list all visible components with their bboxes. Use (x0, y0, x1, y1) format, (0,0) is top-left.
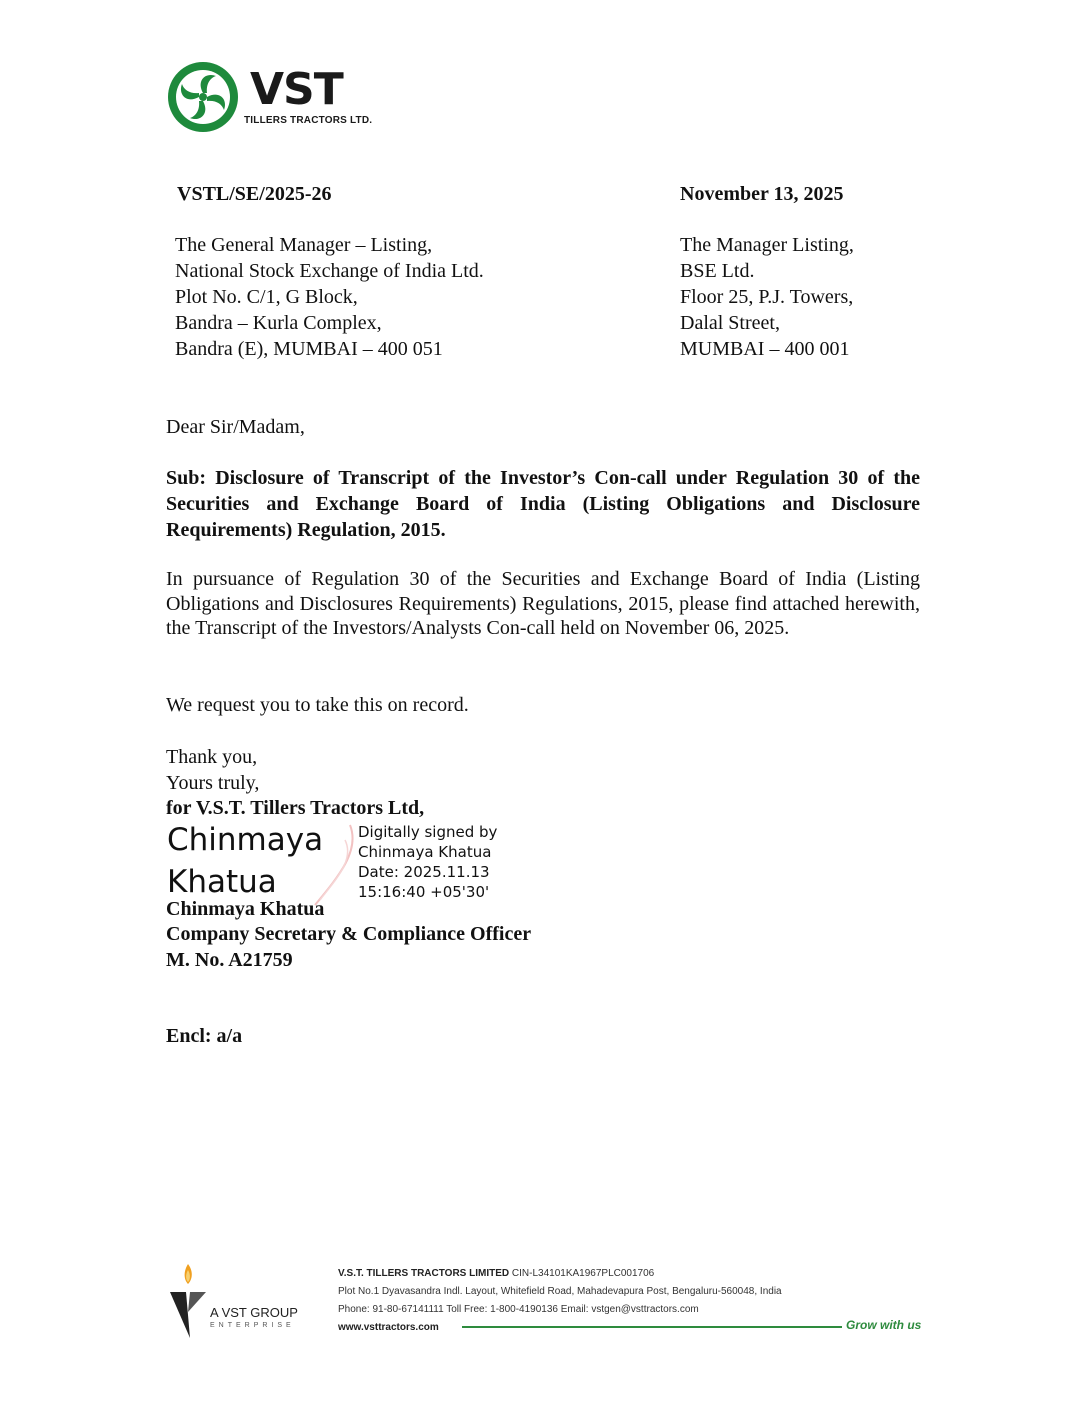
signature-metadata (358, 822, 497, 902)
subject-line: Sub: Disclosure of Transcript of the Investor’s Con-call under Regulation 30 of the Securities and Exchange Board of India (Listing Obligations and Disclosure Requirements) Regulation, 2015. (166, 467, 920, 541)
address-line: Bandra (E), MUMBAI – 400 051 (175, 338, 443, 360)
footer-tagline: Grow with us (846, 1318, 922, 1332)
letter-date: November 13, 2025 (680, 183, 844, 205)
signature-meta-line: Date: 2025.11.13 (358, 863, 490, 881)
address-line: The General Manager – Listing, (175, 234, 433, 256)
closing-company: for V.S.T. Tillers Tractors Ltd, (166, 797, 425, 819)
salutation: Dear Sir/Madam, (166, 416, 305, 438)
footer-company-name: V.S.T. TILLERS TRACTORS LIMITED (338, 1268, 510, 1279)
signatory-name: Chinmaya Khatua (166, 898, 325, 920)
address-line: Floor 25, P.J. Towers, (680, 286, 854, 308)
company-logo (166, 60, 406, 140)
footer-cin: CIN-L34101KA1967PLC001706 (511, 1268, 655, 1279)
closing-thanks: Thank you, (166, 746, 258, 768)
recipient-bse (680, 232, 854, 362)
address-line: Dalal Street, (680, 312, 780, 334)
footer-divider (462, 1326, 842, 1328)
signature-name-line2: Khatua (167, 864, 277, 900)
signatory-membership: M. No. A21759 (166, 949, 293, 971)
closing-yours: Yours truly, (166, 772, 260, 794)
enclosure: Encl: a/a (166, 1025, 243, 1047)
logo-subtitle: TILLERS TRACTORS LTD. (244, 115, 373, 126)
address-line: MUMBAI – 400 001 (680, 338, 850, 360)
address-line: The Manager Listing, (680, 234, 854, 256)
vst-fan-logo-icon (166, 60, 240, 134)
signatory-designation: Company Secretary & Compliance Officer (166, 923, 532, 945)
footer-address: Plot No.1 Dyavasandra Indl. Layout, Whitefield Road, Mahadevapura Post, Bengaluru-560048, India (338, 1286, 782, 1297)
footer-group-sub: ENTERPRISE (210, 1322, 295, 1329)
reference-number: VSTL/SE/2025-26 (177, 183, 332, 205)
signature-meta-line: Digitally signed by (358, 823, 498, 841)
address-line: BSE Ltd. (680, 260, 755, 282)
footer-company-line (338, 1265, 782, 1283)
vst-group-torch-icon (168, 1262, 208, 1342)
signature-meta-line: Chinmaya Khatua (358, 843, 492, 861)
signature-meta-line: 15:16:40 +05'30' (358, 883, 490, 901)
address-line: National Stock Exchange of India Ltd. (175, 260, 484, 282)
signature-name-line1: Chinmaya (167, 822, 324, 858)
footer-contact: Phone: 91-80-67141111 Toll Free: 1-800-4190136 Email: vstgen@vsttractors.com (338, 1304, 699, 1315)
address-line: Plot No. C/1, G Block, (175, 286, 358, 308)
request-line: We request you to take this on record. (166, 694, 469, 716)
logo-wordmark: VST (250, 64, 343, 115)
footer-website[interactable]: www.vsttractors.com (338, 1322, 439, 1333)
address-line: Bandra – Kurla Complex, (175, 312, 382, 334)
footer-group-name: A VST GROUP (210, 1305, 298, 1320)
body-paragraph: In pursuance of Regulation 30 of the Securities and Exchange Board of India (Listing Obligations and Disclosures Requirements) Regulations, 2015, please find attached herewith, the Transcript of the Investors/Analysts Con-call held on November 06, 2025. (166, 568, 920, 639)
recipient-nse (175, 232, 484, 362)
